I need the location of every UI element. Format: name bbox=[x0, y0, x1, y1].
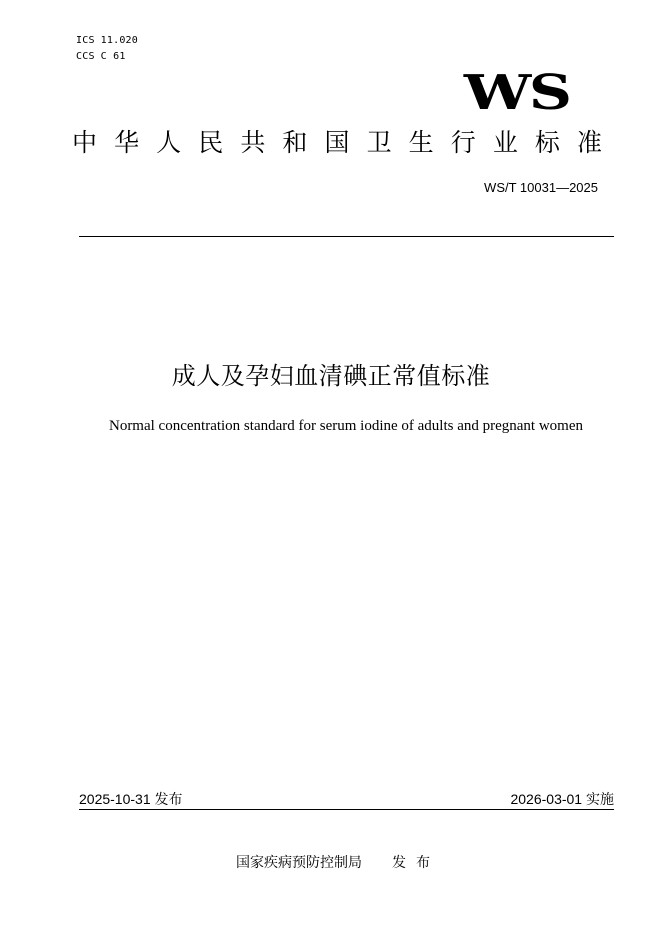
ccs-row bbox=[76, 49, 138, 65]
ccs-label: CCS bbox=[76, 51, 95, 62]
ics-label: ICS bbox=[76, 35, 95, 46]
ics-row bbox=[76, 33, 138, 49]
top-divider bbox=[79, 236, 614, 237]
bottom-divider bbox=[79, 809, 614, 810]
publish-date: 2025-10-31 发布 bbox=[79, 791, 183, 807]
ics-code: 11.020 bbox=[100, 35, 138, 46]
implement-date: 2026-03-01 实施 bbox=[510, 791, 614, 807]
ccs-code: C 61 bbox=[100, 51, 126, 62]
classification-codes bbox=[76, 33, 138, 65]
issue-action: 发布 bbox=[392, 855, 440, 871]
standard-category: 中华人民共和国卫生行业标准 bbox=[72, 128, 616, 157]
issuer-name: 国家疾病预防控制局 bbox=[236, 855, 362, 871]
issuer-line bbox=[0, 853, 662, 873]
document-title-en: Normal concentration standard for serum iodine of adults and pregnant women bbox=[108, 418, 584, 434]
document-title-zh: 成人及孕妇血清碘正常值标准 bbox=[171, 362, 491, 390]
ws-logo: WS bbox=[464, 65, 570, 121]
standard-number: WS/T 10031—2025 bbox=[484, 180, 598, 195]
